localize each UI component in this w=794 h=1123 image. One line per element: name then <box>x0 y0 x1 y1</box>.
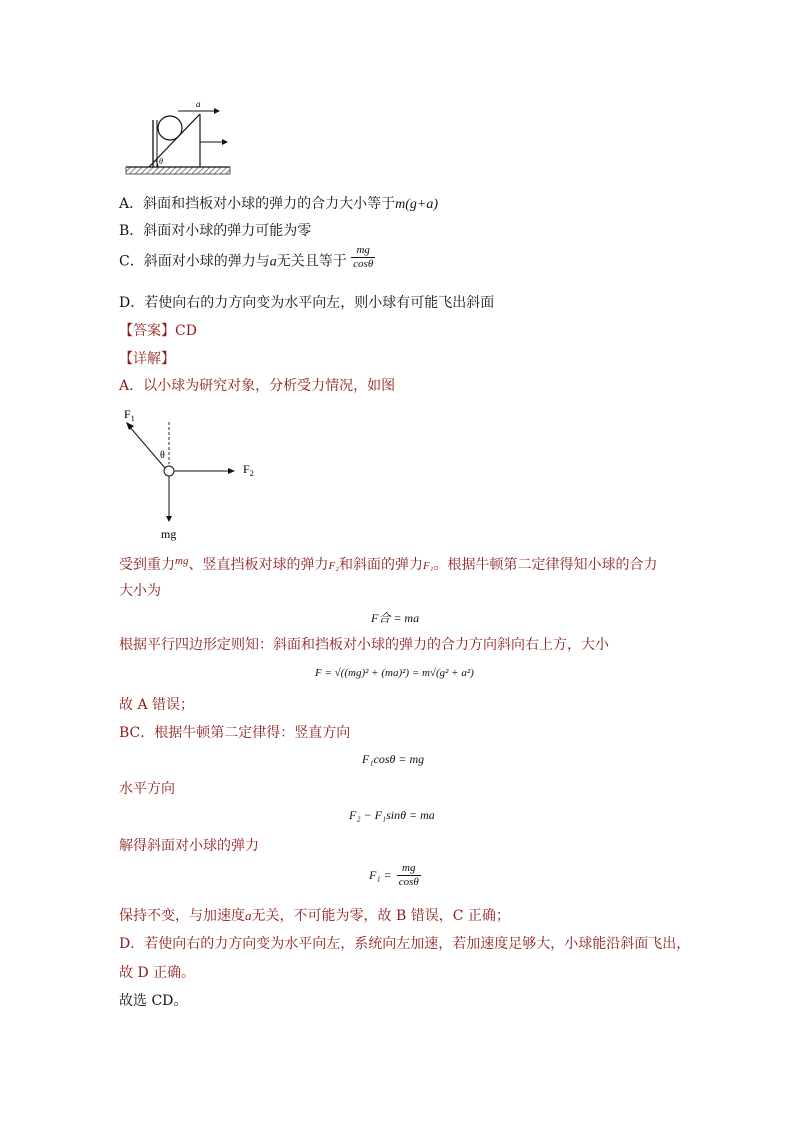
analysis-intro: A．以小球为研究对象，分析受力情况，如图 <box>119 378 396 394</box>
eq-vertical: F₁cosθ = mg <box>362 752 425 766</box>
f1-arrow <box>129 426 165 468</box>
ground <box>126 167 230 174</box>
bc-intro: BC．根据牛顿第二定律得：竖直方向 <box>119 725 351 741</box>
conclusion-a: 故 A 错误； <box>119 697 195 713</box>
eq-solution: F₁ = $\frac{mg}{\cos\theta}$ <box>369 862 419 888</box>
mg-label: mg <box>161 527 177 541</box>
ball <box>158 116 182 140</box>
eq-horizontal: F₂ − F₁sinθ = ma <box>349 808 435 822</box>
option-c-fraction: $\frac{mg}{\cos\theta}$ <box>353 244 374 270</box>
f1-label: $F_1$ <box>124 407 135 423</box>
f2-arrowhead <box>228 468 235 474</box>
force-arrowhead <box>222 139 228 145</box>
option-c: C．斜面对小球的弹力与a无关且等于 $\frac{mg}{\cos\theta}$ <box>119 244 374 270</box>
option-a: A．斜面和挡板对小球的弹力的合力大小等于m(g+a) <box>119 196 438 212</box>
final-answer: 故选 CD。 <box>119 993 188 1009</box>
eq-resultant: F合 = ma <box>371 611 420 625</box>
solve-label: 解得斜面对小球的弹力 <box>119 838 259 854</box>
f2-label: $F_2$ <box>243 462 254 478</box>
accel-arrowhead <box>214 108 220 114</box>
option-b: B．斜面对小球的弹力可能为零 <box>119 223 312 239</box>
f1-arrowhead <box>126 422 134 430</box>
horizontal-label: 水平方向 <box>119 781 175 797</box>
accel-label: a <box>196 99 201 109</box>
detail-label: 【详解】 <box>119 351 175 367</box>
incline-figure <box>120 98 235 180</box>
force-diagram <box>118 402 268 544</box>
eq-solution-fraction: $\frac{mg}{\cos\theta}$ <box>398 862 419 888</box>
ball-center <box>164 466 174 476</box>
mg-arrowhead <box>166 516 172 522</box>
answer: 【答案】CD <box>119 323 197 339</box>
para2: 根据平行四边形定则知：斜面和挡板对小球的弹力的合力方向斜向右上方，大小 <box>119 637 609 653</box>
eq-magnitude: F = √((mg)² + (ma)²) = m√(g² + a²) <box>315 667 474 679</box>
para1: 受到重力$^{mg}$、竖直挡板对球的弹力F₂和斜面的弹力F₁。根据牛顿第二定律得知小球的合力 <box>119 555 658 573</box>
angle-label: θ <box>159 157 163 166</box>
para4-line2: 故 D 正确。 <box>119 965 196 981</box>
para3: 保持不变，与加速度a无关，不可能为零，故 B 错误，C 正确； <box>119 908 510 924</box>
option-d: D．若使向右的力方向变为水平向左，则小球有可能飞出斜面 <box>119 295 495 311</box>
theta-label: θ <box>160 450 165 461</box>
para1-cont: 大小为 <box>119 583 161 599</box>
para4-line1: D．若使向右的力方向变为水平向左，系统向左加速，若加速度足够大，小球能沿斜面飞出， <box>119 936 691 952</box>
